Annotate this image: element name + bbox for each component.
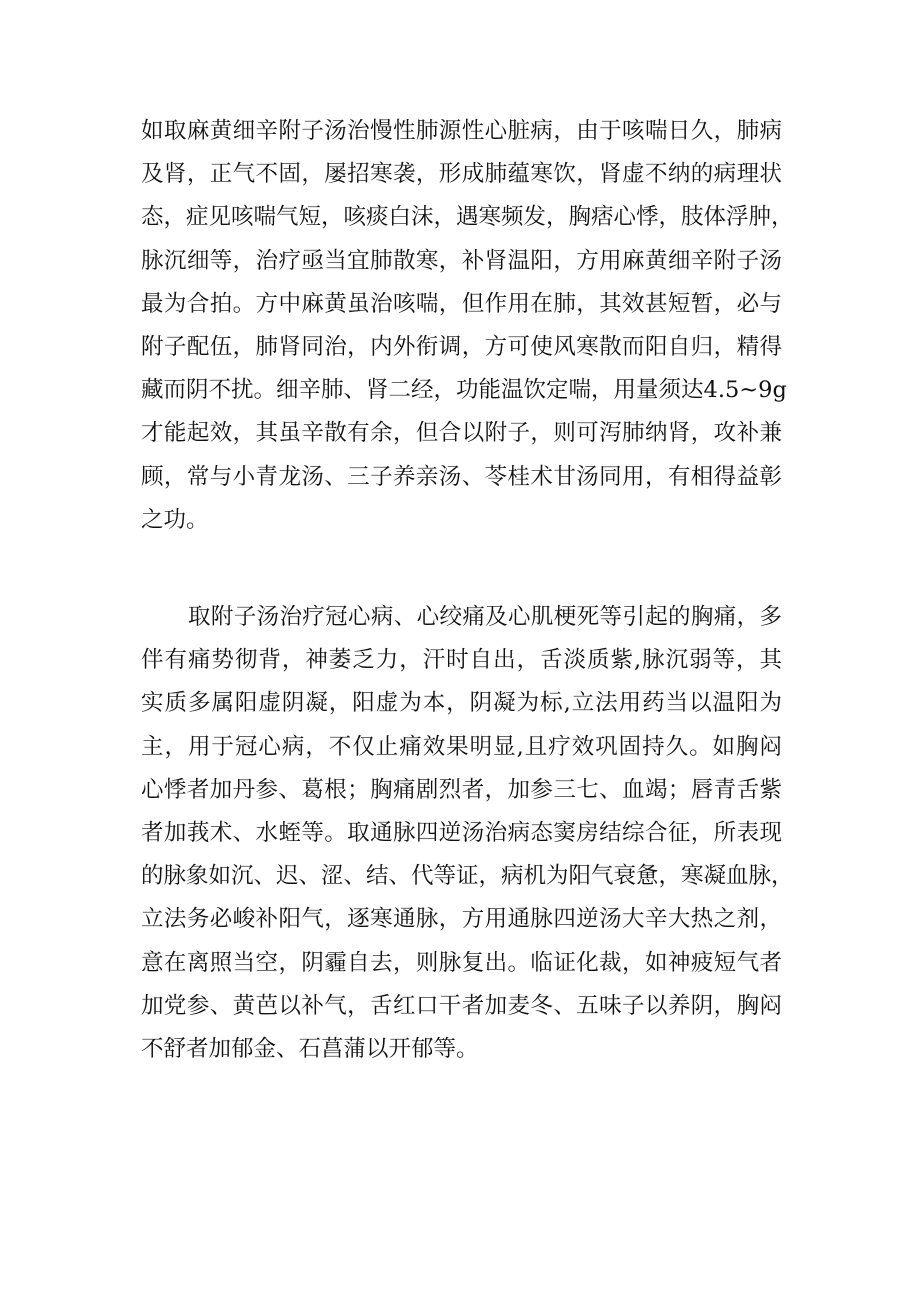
text-line: 脉沉细等，治疗亟当宜肺散寒，补肾温阳，方用麻黄细辛附子汤 [141,247,782,274]
text-line: 的脉象如沉、迟、涩、结、代等证，病机为阳气衰惫，寒凝血脉， [141,863,794,890]
text-line: 心悸者加丹参、葛根；胸痛剧烈者，加参三七、血竭；唇青舌紫 [141,776,782,803]
text-line: 加党参、黄芭以补气，舌红口干者加麦冬、五味子以养阴，胸闷 [141,992,782,1019]
text-line: 取附子汤治疗冠心病、心绞痛及心肌梗死等引起的胸痛，多 [188,604,782,630]
paragraph-2 [141,596,794,1071]
text-line: 如取麻黄细辛附子汤治慢性肺源性心脏病，由于咳喘日久，肺病 [141,118,782,144]
text-line: 不舒者加郁金、石菖蒲以开郁等。 [141,1035,479,1062]
text-line: 顾，常与小青龙汤、三子养亲汤、苓桂术甘汤同用，有相得益彰 [141,463,782,490]
paragraph-1 [141,110,794,542]
text-line: 最为合拍。方中麻黄虽治咳喘，但作用在肺，其效甚短暂，必与 [141,290,782,317]
text-line: 伴有痛势彻背，神萎乏力，汗时自出，舌淡质紫,脉沉弱等，其 [141,647,782,674]
text-line: 立法务必峻补阳气，逐寒通脉，方用通脉四逆汤大辛大热之剂， [141,906,782,933]
text-line: 主，用于冠心病，不仅止痛效果明显,且疗效巩固持久。如胸闷 [141,733,782,760]
text-line: 态，症见咳喘气短，咳痰白沫，遇寒频发，胸痞心悸，肢体浮肿， [141,204,794,231]
text-line: 才能起效，其虽辛散有余，但合以附子，则可泻肺纳肾，攻补兼 [141,420,782,447]
text-line: 附子配伍，肺肾同治，内外衔调，方可使风寒散而阳自归，精得 [141,333,782,360]
text-line: 意在离照当空，阴霾自去，则脉复出。临证化裁，如神疲短气者 [141,949,782,976]
text-line: 藏而阴不扰。细辛肺、肾二经，功能温饮定喘，用量须达4.5~9g [141,377,787,404]
text-line: 实质多属阳虚阴凝，阳虚为本，阴凝为标,立法用药当以温阳为 [141,690,782,717]
text-line: 者加莪术、水蛭等。取通脉四逆汤治病态窦房结综合征，所表现 [141,819,782,846]
text-line: 之功。 [141,506,209,533]
text-line: 及肾，正气不固，屡招寒袭，形成肺蕴寒饮，肾虚不纳的病理状 [141,161,782,188]
